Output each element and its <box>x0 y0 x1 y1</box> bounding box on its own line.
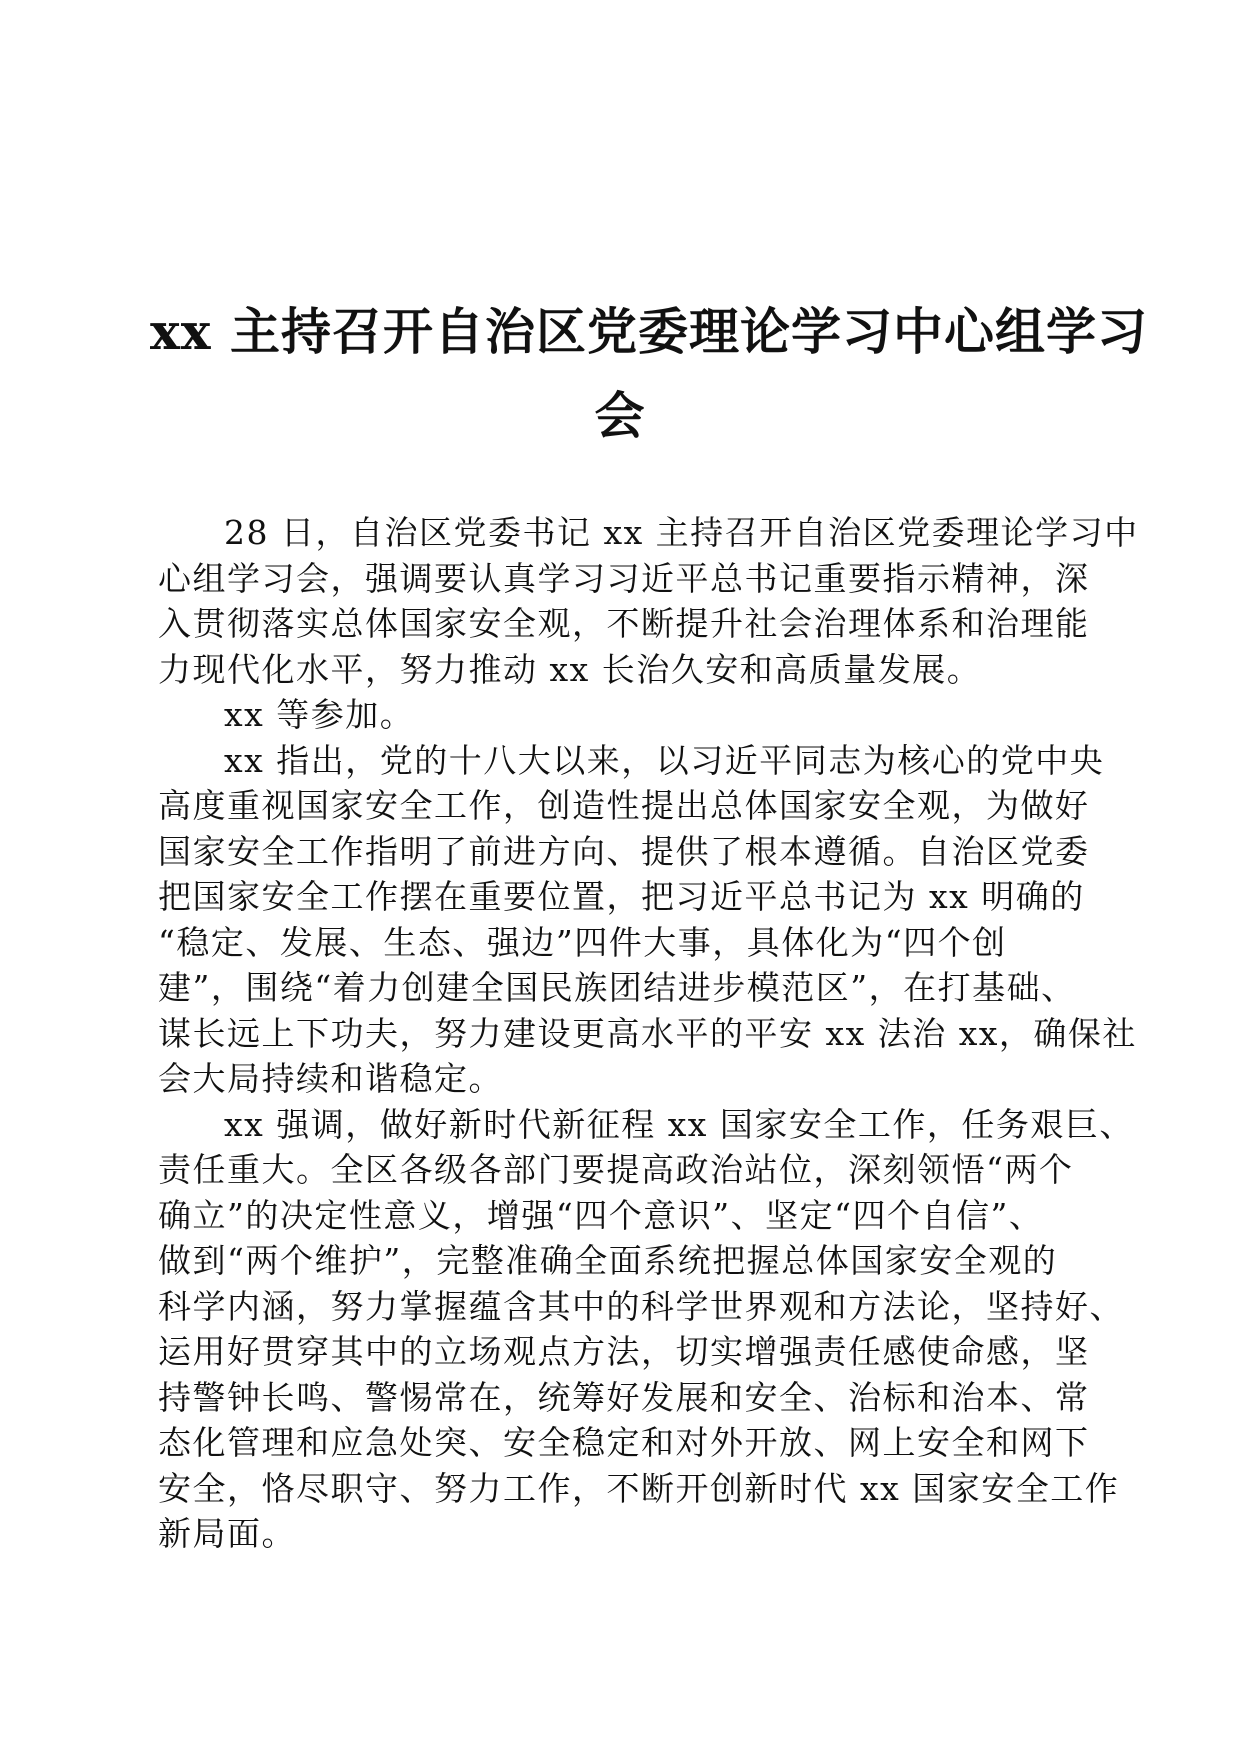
paragraph-line: 科学内涵，努力掌握蕴含其中的科学世界观和方法论，坚持好、 <box>158 1286 1124 1326</box>
paragraph-line: 运用好贯穿其中的立场观点方法，切实增强责任感使命感，坚 <box>158 1332 1090 1371</box>
paragraph-attendees <box>158 692 1068 738</box>
paragraph-line: 28 日，自治区党委书记 xx 主持召开自治区党委理论学习中 <box>224 513 1139 552</box>
paragraph-pointed-out <box>158 738 1137 1102</box>
paragraph-line: 把国家安全工作摆在重要位置，把习近平总书记为 xx 明确的 <box>158 877 1085 916</box>
paragraph-line: 做到“两个维护”，完整准确全面系统把握总体国家安全观的 <box>158 1241 1058 1280</box>
paragraph-line: 责任重大。全区各级各部门要提高政治站位，深刻领悟“两个 <box>158 1150 1074 1189</box>
paragraph-intro <box>158 510 1139 692</box>
paragraph-line: 力现代化水平，努力推动 xx 长治久安和高质量发展。 <box>158 649 982 689</box>
paragraph-line: 确立”的决定性意义，增强“四个意识”、坚定“四个自信”、 <box>158 1195 1044 1235</box>
paragraph-line: 新局面。 <box>158 1514 296 1553</box>
paragraph-line: 态化管理和应急处突、安全稳定和对外开放、网上安全和网下 <box>158 1423 1090 1462</box>
paragraph-line: 国家安全工作指明了前进方向、提供了根本遵循。自治区党委 <box>158 831 1090 871</box>
paragraph-line: 持警钟长鸣、警惕常在，统筹好发展和安全、治标和治本、常 <box>158 1377 1090 1417</box>
paragraph-line: 会大局持续和谐稳定。 <box>158 1059 503 1098</box>
paragraph-line: “稳定、发展、生态、强边”四件大事，具体化为“四个创 <box>158 922 1007 962</box>
document-title <box>150 290 1149 458</box>
paragraph-line: 入贯彻落实总体国家安全观，不断提升社会治理体系和治理能 <box>158 604 1090 643</box>
paragraph-line: 高度重视国家安全工作，创造性提出总体国家安全观，为做好 <box>158 786 1090 825</box>
paragraph-line: xx 等参加。 <box>224 695 415 734</box>
paragraph-line: 建”，围绕“着力创建全国民族团结进步模范区”，在打基础、 <box>158 968 1076 1007</box>
paragraph-line: xx 指出，党的十八大以来，以习近平同志为核心的党中央 <box>224 740 1105 780</box>
paragraph-line: xx 强调，做好新时代新征程 xx 国家安全工作，任务艰巨、 <box>224 1104 1134 1144</box>
document-body <box>158 510 1139 1557</box>
title-line: xx 主持召开自治区党委理论学习中心组学习 <box>150 302 1149 361</box>
paragraph-line: 心组学习会，强调要认真学习习近平总书记重要指示精神，深 <box>158 558 1090 598</box>
title-line: 会 <box>594 386 646 445</box>
paragraph-line: 谋长远上下功夫，努力建设更高水平的平安 xx 法治 xx，确保社 <box>158 1013 1137 1053</box>
paragraph-line: 安全，恪尽职守、努力工作，不断开创新时代 xx 国家安全工作 <box>158 1468 1120 1508</box>
paragraph-emphasized <box>158 1102 1134 1557</box>
